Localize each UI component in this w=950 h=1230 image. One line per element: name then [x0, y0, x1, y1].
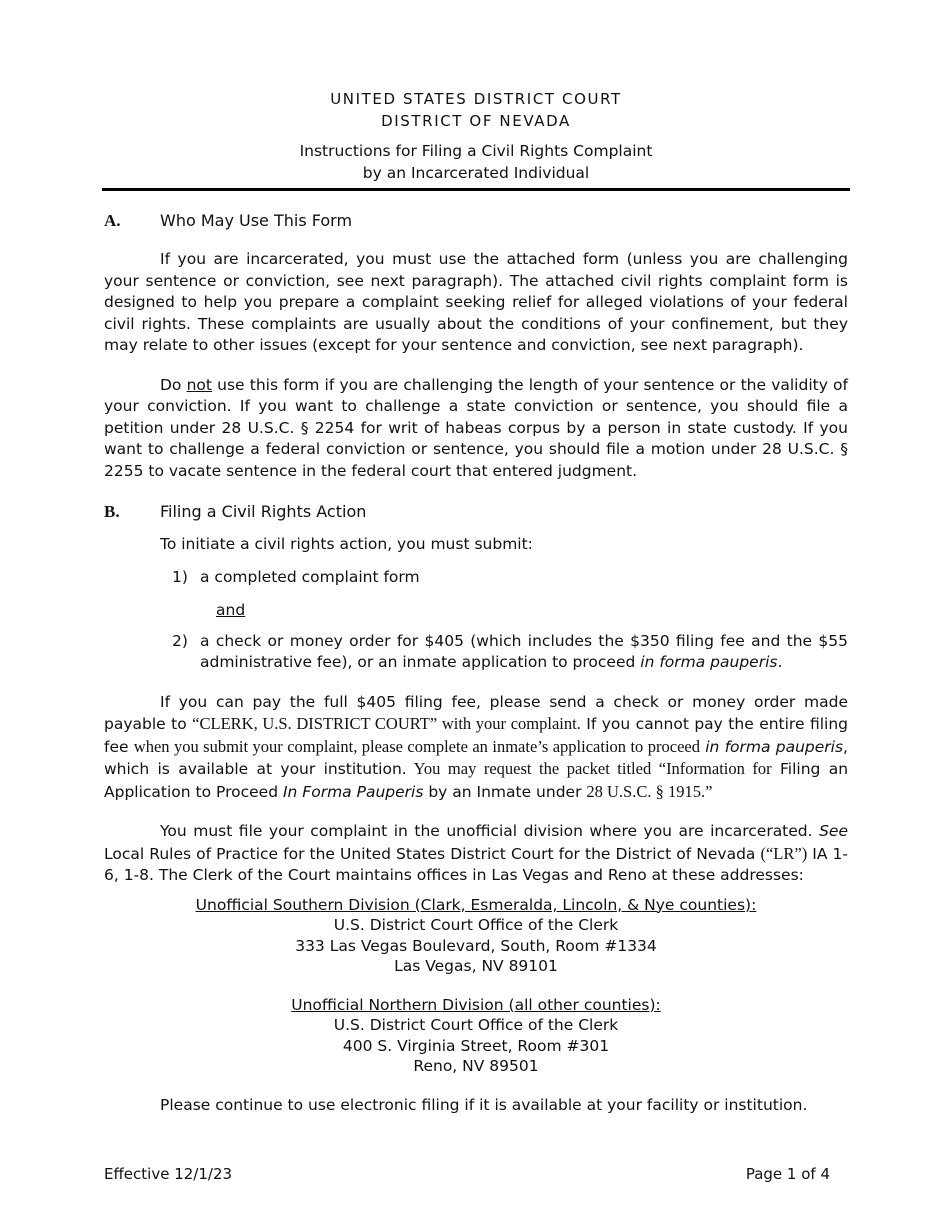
- court-name: UNITED STATES DISTRICT COURT: [330, 90, 622, 108]
- submit-intro: To initiate a civil rights action, you must submit:: [160, 535, 533, 553]
- district-name: DISTRICT OF NEVADA: [381, 112, 571, 130]
- address-line: 400 S. Virginia Street, Room #301: [342, 1036, 610, 1055]
- filing-fee-paragraph: [104, 692, 848, 804]
- p3-a: If you can pay the full $405 filing fee, please send a check or money order made payable to: [104, 692, 848, 733]
- p4-c: IA 1-6, 1-8. The Clerk of the Court maintains offices in Las Vegas and Reno at these addresses:: [104, 844, 848, 884]
- p3-k: 28 U.S.C. § 1915.”: [586, 781, 713, 801]
- address-line: U.S. District Court Office of the Clerk: [333, 916, 619, 934]
- page-number: Page 1 of 4: [745, 1165, 830, 1183]
- address-line: Reno, NV 89501: [413, 1057, 539, 1075]
- do-word: Do: [160, 375, 182, 394]
- section-b-heading: [104, 502, 848, 522]
- title-line-1: Instructions for Filing a Civil Rights Complaint: [299, 142, 653, 160]
- section-a-paragraph-2: [104, 375, 848, 483]
- list-item-text: [200, 631, 848, 674]
- section-a-heading: [104, 211, 848, 231]
- section-a-paragraph-1: If you are incarcerated, you must use the attached form (unless you are challenging your sentence or conviction, see next paragraph). The attached civil rights complaint form is designed to help you prepare a complaint seeking relief for alleged violations of your federal civil rights. These complaints are usually about the conditions of your confinement, but they may relate to other issues (except for your sentence and conviction, see next paragraph).: [104, 250, 848, 354]
- title-line-2: by an Incarcerated Individual: [362, 164, 590, 182]
- list-item-text: a completed complaint form: [200, 568, 420, 586]
- section-a-title: Who May Use This Form: [160, 211, 353, 230]
- not-word: not: [186, 375, 212, 394]
- division-paragraph: [104, 821, 848, 887]
- list-item: [172, 631, 848, 674]
- p3-h: Filing an Application to Proceed: [104, 760, 849, 801]
- address-line: Las Vegas, NV 89101: [394, 957, 558, 975]
- para2-rest: use this form if you are challenging the length of your sentence or the validity of your conviction. If you want to challenge a state conviction or sentence, you should file a petition under 28 U.S.C. § 2254 for writ of habeas corpus by a person in state custody. If you want to challenge a federal conviction or sentence, you should file a motion under 28 U.S.C. § 2255 to vacate sentence in the federal court that entered judgment.: [104, 375, 848, 480]
- southern-division-address: [104, 895, 848, 977]
- southern-division-heading: Unofficial Southern Division (Clark, Esmeralda, Lincoln, & Nye counties):: [195, 895, 757, 914]
- see-italic: See: [819, 822, 848, 840]
- p3-j: by an Inmate under: [423, 782, 587, 801]
- item2-text: a check or money order for $405 (which includes the $350 filing fee and the $55 administrative fee), or an inmate application to proceed: [200, 631, 848, 671]
- p3-e: in forma pauperis: [699, 737, 844, 756]
- p3-d: when you submit your complaint, please complete an inmate’s application to proceed: [133, 736, 700, 756]
- p3-i: In Forma Pauperis: [282, 782, 424, 801]
- list-item: [172, 567, 848, 589]
- address-line: 333 Las Vegas Boulevard, South, Room #1334: [295, 936, 657, 955]
- ifp-italic: in forma pauperis: [640, 653, 778, 671]
- and-connector: and: [216, 600, 246, 619]
- list-item-number: 1): [172, 568, 188, 586]
- p4-b: Local Rules of Practice for the United States District Court for the District of Nevada: [104, 844, 761, 863]
- p3-c: If you cannot pay the entire filing fee: [104, 715, 848, 756]
- document-title: [104, 140, 848, 184]
- address-line: U.S. District Court Office of the Clerk: [333, 1016, 619, 1034]
- p3-g: You may request the packet titled “Information for: [406, 759, 772, 778]
- section-a-letter: A.: [104, 211, 121, 230]
- list-item-number: 2): [172, 631, 188, 650]
- section-b-letter: B.: [104, 502, 120, 521]
- p3-f: , which is available at your institution.: [104, 737, 848, 778]
- northern-division-address: [104, 995, 848, 1077]
- section-b-title: Filing a Civil Rights Action: [160, 502, 367, 521]
- page-footer: [104, 1165, 830, 1183]
- document-page: [104, 88, 848, 1116]
- electronic-filing-note: Please continue to use electronic filing if it is available at your facility or institution.: [160, 1095, 808, 1114]
- p4-a: You must file your complaint in the unofficial division where you are incarcerated.: [160, 822, 820, 840]
- p3-b: “CLERK, U.S. DISTRICT COURT” with your complaint.: [192, 714, 581, 733]
- court-header: [104, 88, 848, 132]
- item2-end: .: [777, 653, 783, 671]
- northern-division-heading: Unofficial Northern Division (all other counties):: [291, 995, 661, 1014]
- header-divider: [102, 188, 850, 191]
- lr-abbrev: (“LR”): [760, 843, 808, 863]
- effective-date: Effective 12/1/23: [104, 1165, 233, 1183]
